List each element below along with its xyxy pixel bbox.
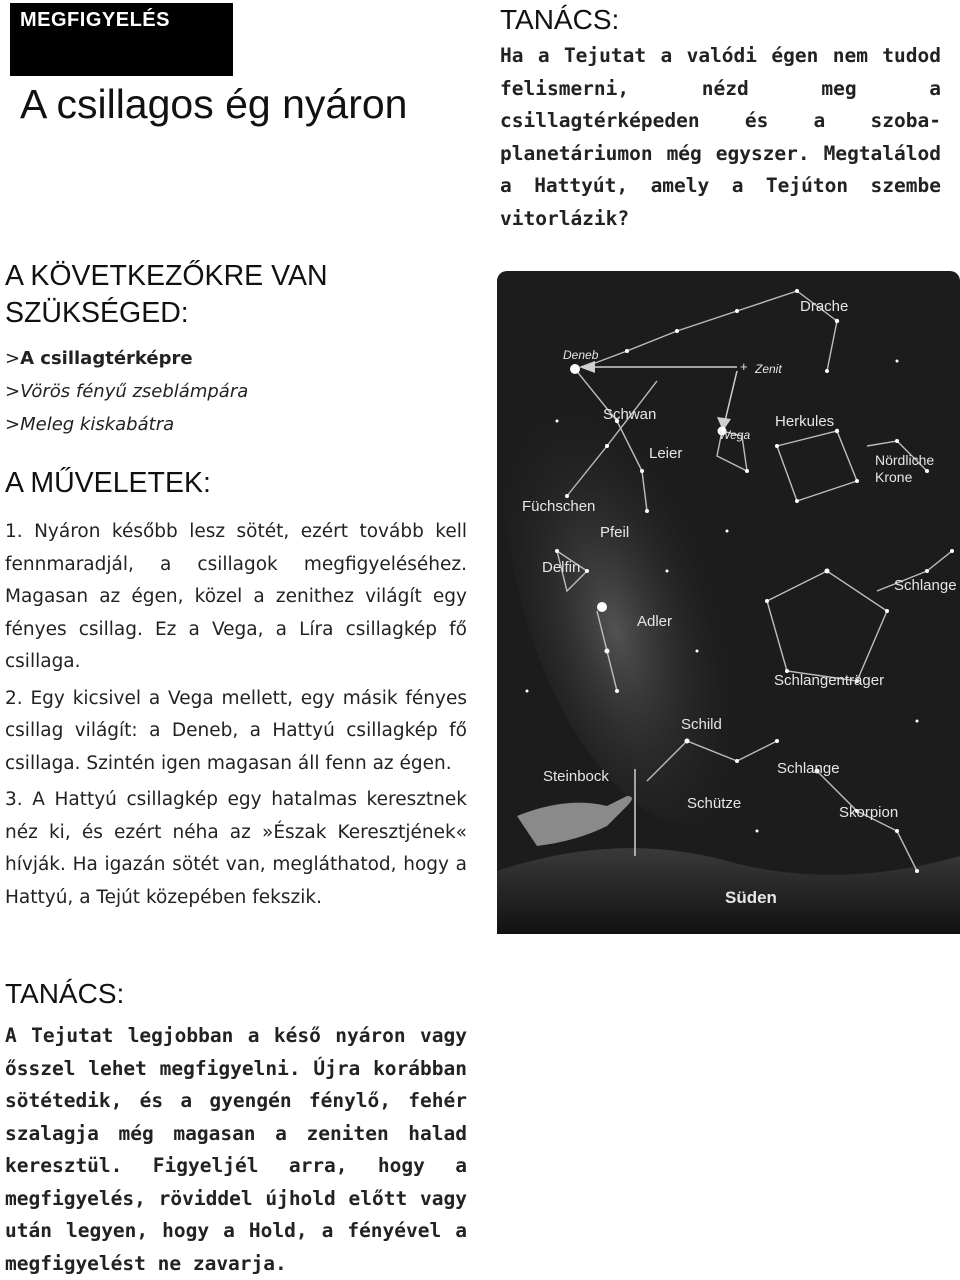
requirements-heading-line1: A KÖVETKEZŐKRE VAN (5, 260, 328, 292)
operations-heading: A MŰVELETEK: (5, 467, 211, 499)
star-map-image (497, 271, 960, 934)
zenith-cross: + (740, 359, 748, 374)
label-steinbock: Steinbock (543, 768, 609, 785)
bullet-marker: > (5, 348, 21, 369)
list-item (5, 375, 485, 408)
page-title: A csillagos ég nyáron (20, 81, 408, 127)
operations-section (5, 465, 467, 918)
tip-text: A Tejutat legjobban a késő nyáron vagy ősszel lehet megfigyelni. Újra korábban sötétedik, és a gyengén fénylő, fehér szalagja még magasan a zeniten halad keresztül. Figyeljél arra, hogy a megfigyelés, röviddel újhold előtt vagy után legyen, hogy a Hold, a fényével a megfigyelést ne zavarja. (5, 1024, 467, 1275)
operations-list (5, 516, 467, 914)
tip-box-top (500, 4, 941, 235)
label-zenit: Zenit (755, 362, 782, 376)
label-adler: Adler (637, 613, 673, 630)
list-item (5, 408, 485, 441)
label-fuechschen: Füchschen (522, 498, 596, 515)
label-leier: Leier (649, 445, 683, 462)
label-drache: Drache (800, 298, 849, 315)
label-sueden: Süden (725, 888, 777, 907)
tip-heading: TANÁCS: (5, 978, 125, 1009)
label-krone: Krone (875, 469, 913, 485)
tip-text: Ha a Tejutat a valódi égen nem tudod felismerni, nézd meg a csillagtérképeden és a szoba-planetáriumon még egyszer. Megtalálod a Hattyút, amely a Tejúton szembe vitorlázik? (500, 44, 941, 230)
label-schlangentraeger: Schlangenträger (774, 672, 885, 689)
list-item-label: A csillagtérképre (20, 348, 193, 369)
requirements-section (5, 258, 485, 441)
bullet-marker: > (5, 381, 21, 402)
section-tag-label: MEGFIGYELÉS (20, 9, 170, 31)
label-deneb: Deneb (563, 348, 599, 362)
label-skorpion: Skorpion (839, 804, 899, 821)
requirements-list (5, 342, 485, 441)
label-noerdliche: Nördliche (875, 452, 935, 468)
label-wega: Wega (719, 428, 751, 442)
label-schlange-bottom: Schlange (777, 760, 840, 777)
tip-heading: TANÁCS: (500, 4, 620, 35)
label-pfeil: Pfeil (600, 524, 630, 541)
label-schwan: Schwan (603, 406, 657, 423)
tip-box-bottom (5, 978, 467, 1280)
label-schuetze: Schütze (687, 795, 742, 812)
requirements-heading (5, 258, 485, 332)
label-herkules: Herkules (775, 413, 835, 430)
label-schild: Schild (681, 716, 722, 733)
requirements-heading-line2: SZÜKSÉGED: (5, 297, 189, 329)
section-tag (10, 3, 233, 76)
operation-step: 3. A Hattyú csillagkép egy hatalmas keresztnek néz ki, és ezért néha az »Észak Keresztjének« hívják. Ha igazán sötét van, megláthatod, hogy a Hattyú, a Tejút közepében fekszik. (5, 789, 467, 908)
list-item (5, 342, 485, 375)
label-delfin: Delfin (542, 559, 581, 576)
label-schlange-top: Schlange (894, 577, 957, 594)
operation-step: 2. Egy kicsivel a Vega mellett, egy másik fényes csillag világít: a Deneb, a Hattyú csillagkép fő csillaga. Szintén igen magasan áll fenn az égen. (5, 687, 467, 774)
list-item-label: Meleg kiskabátra (20, 414, 175, 435)
bullet-marker: > (5, 414, 21, 435)
operation-step: 1. Nyáron később lesz sötét, ezért tovább kell fennmaradjál, a csillagok megfigyeléséhez. Magasan az égen, közel a zenithez világít egy fényes csillag. Ez a Vega, a Líra csillagkép fő csillaga. (5, 521, 467, 672)
list-item-label: Vörös fényű zseblámpára (20, 381, 249, 402)
